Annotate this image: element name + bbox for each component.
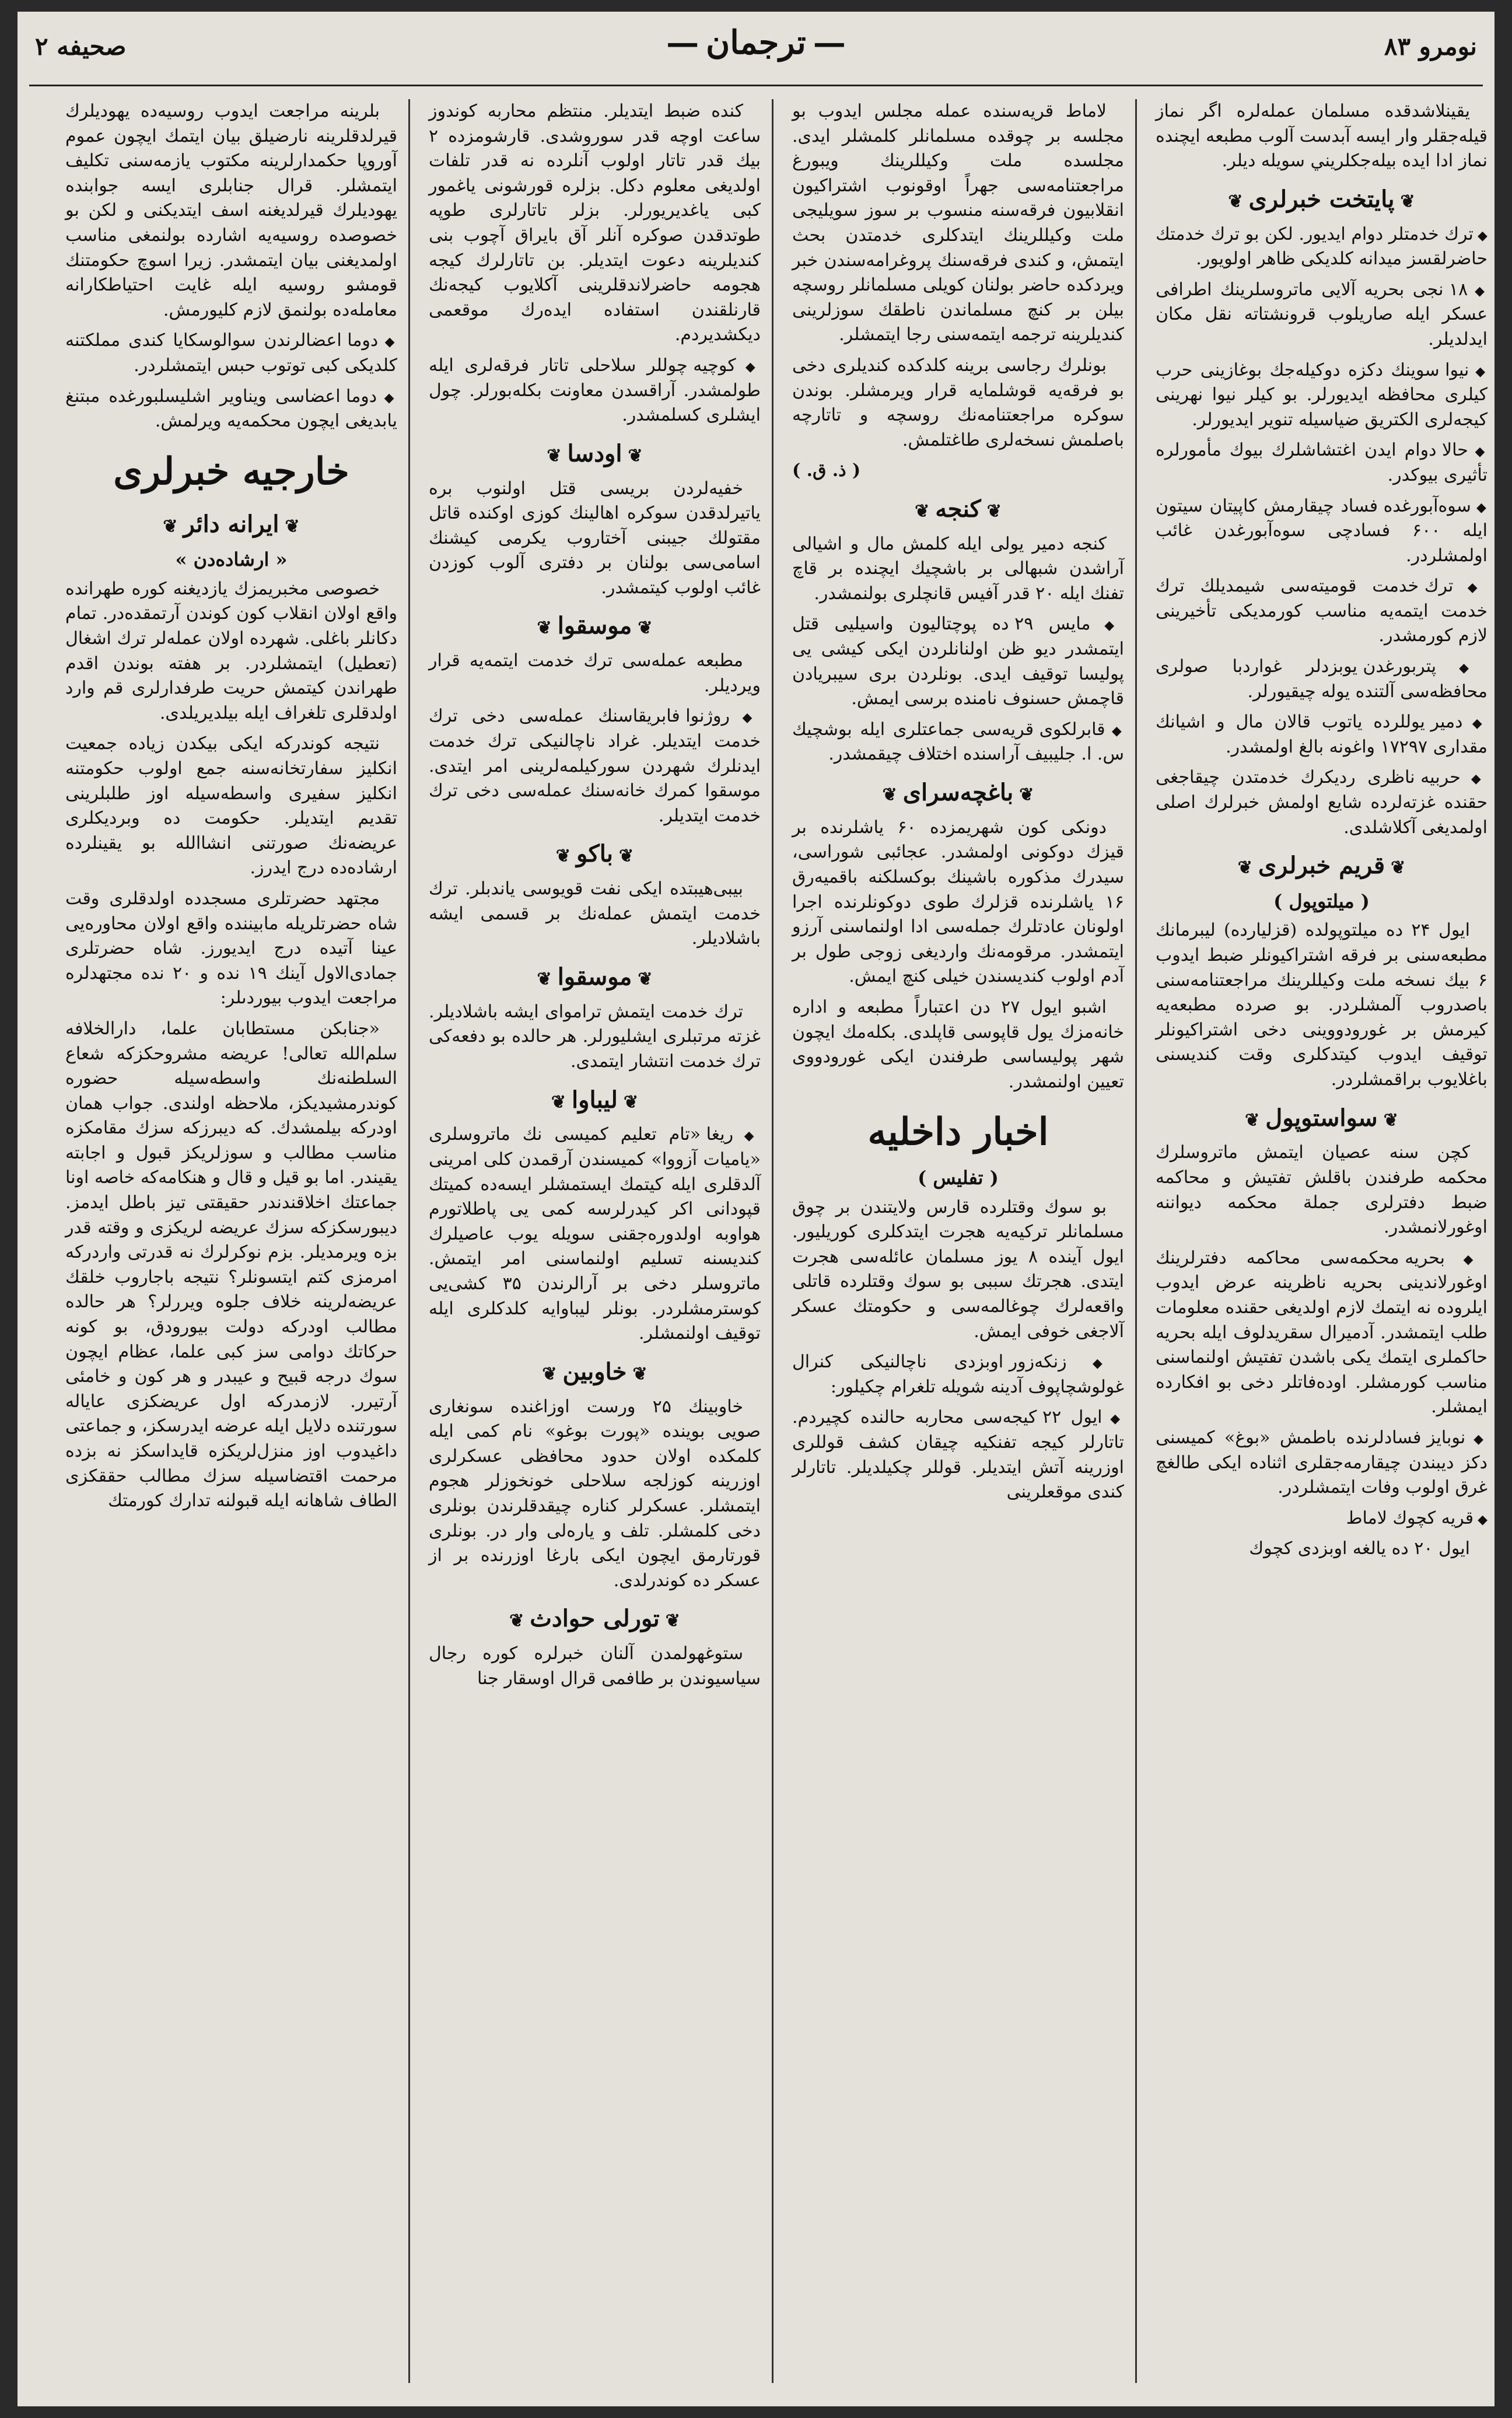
column-2 (785, 99, 1131, 2383)
ornament-icon: ❦ (632, 1363, 648, 1384)
ornament-icon: ❦ (1245, 1110, 1260, 1131)
article-paragraph: لاماط قريه‌سنده عمله مجلس ايدوب بو مجلسه بر چوقده مسلمانلر كلمشلر ايدى. مجلسده ملت وكيللرينك ويبورغ مراجعتنامه‌سى جهراً اوقونوب اشتراكيون انقلابيون فرقه‌سنه منسوب بر سوز سويليجى ملت وكيللرينك ايتدكلرى خدمتدن بحث ايتمش، و كندى فرقه‌سنك پروغرامه‌سندن خبر ويردكده حاضر بولنان كويلى مسلمانلر روسچه بيلن بر كنچ مسلماندن ناطقك سوزلرينى كنديلرينه ترجمه ايتمه‌سنى رجا ايتمشلر. (792, 101, 1124, 345)
article-paragraph: بو سوك وقتلرده قارس ولايتندن بر چوق مسلمانلر تركيه‌يه هجرت ايتدكلرى كوريليور. ايول آينده ۸ يوز مسلمان عائله‌سى هجرت ايتدى. هجرتك سببى بو سوك وقتلرده قاتلى واقعه‌لرك چوغالمه‌سى و حكومتك عسكر آلاجغى خوفى ايمش. (792, 1196, 1124, 1342)
article-paragraph: كنده ضبط ايتديلر. منتظم محاربه كوندوز ساعت اوچه قدر سوروشدى. قارشومزده ۲ بيك قدر تاتار اولوب آنلرده نه قدر تلفات اولديغى معلوم دكل. بزلره قورشونى ياغمور كبى ياغديريورلر. بزلر تاتارلرى طوپه طوتدقدن صوكره آنلر آق بايراق آچوب بنى كنديلرينه دعوت ايتديلر. بن تاتارلرك كيجه هجومه حاضرلاندقلرينى آكلايوب كيجه‌نك قارنلقندن استفاده ايده‌رك موقعمى ديكشديردم. (429, 101, 761, 345)
ornament-icon: ❦ (1228, 191, 1243, 212)
ornament-icon: ❦ (1391, 858, 1406, 879)
section-heading-khabarovsk: ❦خاوبين❦ (542, 1357, 648, 1385)
article-paragraph: ستوغهولمدن آلنان خبرلره كوره رجال سياسيوندن بر طافمى قرال اوسقار جنا (429, 1643, 761, 1689)
ornament-icon: ❦ (882, 785, 897, 806)
ornament-icon: ❦ (537, 969, 552, 990)
article-paragraph: مطبعه عمله‌سى ترك خدمت ايتمه‌يه قرار ويرديلر. (429, 650, 761, 696)
ornament-icon: ❦ (542, 1363, 557, 1384)
article-paragraph: خصوصى مخبريمزك يازديغنه كوره طهرانده واقع اولان انقلاب كون كوندن آرتمقده‌در. تمام دكانلر باغلى. شهرده اولان عمله‌لر ترك اشغال (تعطيل) ايتمشلردر. بر هفته بوندن اقدم طهراندن كيتمش حريت طرفدارلرى قم وارد اولدقلرى تلغراف ايله بيلديريلدى. (65, 578, 397, 723)
column-divider (772, 99, 774, 2383)
news-item: ◆ پتربورغدن يوبزدلر غواردبا صولرى محافظه‌سى آلتنده يوله چيقيورلر. (1156, 655, 1488, 704)
section-subheading: ( ميلتوپول ) (1273, 890, 1370, 913)
section-subheading: ( تفليس ) (918, 1167, 999, 1189)
news-item: ◆ سوه‌آبورغده فساد چيقارمش كاپيتان سيتون ايله ۶۰۰ فسادچى سوه‌آبورغدن غائب اولمشلردر. (1156, 494, 1488, 569)
section-heading-about-iran: ❦ايرانه دائر❦ (163, 510, 300, 538)
article-paragraph: ايول ۲۴ ده ميلتوپولده (قزليارده) ليبرمانك مطبعه‌سنى بر فرقه اشتراكيونلر ضبط ايدوب ۶ بيك نسخه ملت وكيللرينك مراجعتنامه‌سنى باصدروب آلمشلردر. بو صرده مطبعه‌يه كيرمش بر غورودووينى دخى اشتراكيونلر توقيف ايدوب كيتدكلرى وقت كنديسنى باغلايوب براقمشلردر. (1156, 920, 1488, 1090)
section-heading-moscow: ❦موسقوا❦ (537, 612, 653, 640)
ornament-icon: ❦ (555, 846, 570, 867)
news-item: ◆ نوبايز فسادلرنده باطمش «بوغ» كميسنى دكز ديبندن چيقارمه‌جقلرى اثناده ايكى طالغچ غرق اولوب وفات ايتمشلردر. (1156, 1426, 1488, 1500)
section-heading-lamat: ◆ قريه كچوك لاماط (1156, 1506, 1488, 1531)
article-paragraph: نتيجه كوندركه ايكى بيكدن زياده جمعيت انكليز سفارتخانه‌سنه جمع اولوب حكومتنه انكليز سفيرى واسطه‌سيله اوز طلبلرينى تقديم ايتديلر. حكومت ده وبرديكلرى عريضه‌نك صورتنى انشاالله بو يقينلرده ارشاده‌ده درج ايدرز. (65, 733, 397, 879)
article-paragraph: خاوبينك ۲۵ ورست اوزاغنده سونغارى صويى بوينده «پورت بوغو» نام كمى ايله كلمكده اولان حدود محافظى عسكرلرى اوزرينه كوزلجه سلاحلى خونخوزلر هجوم ايتمشلر. عسكرلر كناره چيقدقلرندن بونلرى دخى كلمشلر. تلف و يارەلى وار در. بونلرى قورتارمق ايچون ايكى بارغا اوزرنده بر از عسكر ده كوندرلدى. (429, 1396, 761, 1591)
column-1 (1149, 99, 1494, 2383)
masthead (18, 12, 1494, 93)
section-heading-capital-news: ❦پايتخت خبرلرى❦ (1228, 185, 1415, 213)
column-divider (408, 99, 410, 2383)
news-item: ◆ ترك خدمت قوميته‌سى شيمديلك ترك خدمت ايتمه‌يه مناسب كورمديكى تأخيرينى لازم كورمشدر. (1156, 574, 1488, 649)
news-item: ◆ زنكه‌زور اوبزدى ناچالنيكى كنرال غولوشچاپوف آدينه شويله تلغرام چكيلور: (792, 1350, 1124, 1399)
section-heading-baku: ❦باكو❦ (555, 840, 634, 868)
article-paragraph: ايول ۲۰ ده يالغه اوبزدى كچوك (1249, 1538, 1470, 1559)
section-heading-bakhchisaray: ❦باغچه‌سراى❦ (882, 779, 1034, 807)
news-item: ◆ بحريه محكمه‌سى محاكمه دفترلرينك اوغورلاندينى بحريه ناظرينه عرض ايدوب ايلروده نه ايتمك لازم اولديغى حقنده معلومات طلب ايتمشدر. آدميرال سقريدلوف ايله بحريه حاكملرى ايتمك يكى باشدن تفتيش اولنماسنى مناسب كورمشلر. اوده‌فاتلر دخى بو افكارده ايمشلر. (1156, 1246, 1488, 1420)
news-item: ◆ حربيه ناظرى رديكرك خدمتدن چيقاجغى حقنده غزته‌لرده شايع اولمش خبرلرك اصلى اولمديغى آكلاشلدى. (1156, 765, 1488, 840)
news-item: ◆ ۱۸ نجى بحريه آلايى ماتروسلرينك اطرافى عسكر ايله صاريلوب قرونشتاته نقل مكان ايدلديلر. (1156, 278, 1488, 352)
ornament-icon: ❦ (619, 846, 634, 867)
section-heading-crimea-news: ❦قريم خبرلرى❦ (1237, 852, 1406, 880)
section-heading-domestic-news: اخبار داخليه (867, 1110, 1049, 1154)
page-label: صحيفه ۲ (35, 32, 127, 61)
ornament-icon: ❦ (638, 969, 653, 990)
masthead-rule (29, 85, 1483, 86)
news-item: ◆ ايول ۲۲ كيجه‌سى محاربه حالنده كچيردم. تاتارلر كيجه تفنكيه چيقان كشف قوللرى اوزرينه آتش ايتديلر. قوللر چكيلديلر. تاتارلر كندى موقعلرينى (792, 1405, 1124, 1504)
column-intro: يقينلاشدقده مسلمان عمله‌لره اگر نماز قيله‌جقلر وار ايسه آبدست آلوب مطبعه ايچنده نماز ادا ايده بيله‌جكلريني سويله ديلر. (1156, 101, 1488, 172)
news-item: ◆ روژنوا فابريقاسنك عمله‌سى دخى ترك خدمت ايتديلر. غراد ناچالنيكى ترك خدمت ايدنلرك شهردن سوركيلمه‌لرينى امر ايتدى. موسقوا كمرك خانه‌سنك عمله‌سى دخى ترك خدمت ايتديلر. (429, 704, 761, 828)
news-item: ◆ نيوا سوينك دكزه دوكيله‌جك بوغازينى حرب كيلرى محافظه ايديورلر. بو كيلر نيوا نهرينى كيجه‌لرى الكتريق ضياسيله تنوير ايديورلر. (1156, 358, 1488, 433)
section-heading-sevastopol: ❦سواستوپول❦ (1245, 1104, 1398, 1132)
news-item: ◆ دمير يوللرده ياتوب قالان مال و اشيانك مقدارى ۱۷۲۹۷ واغونه بالغ اولمشدر. (1156, 710, 1488, 760)
ornament-icon: ❦ (547, 445, 562, 466)
section-heading-foreign-news: خارجيه خبرلرى (113, 449, 349, 494)
ornament-icon: ❦ (1019, 785, 1034, 806)
issue-number: نومرو ۸۳ (1384, 32, 1477, 61)
ornament-icon: ❦ (551, 1091, 566, 1112)
news-item: ◆ دوما اعضالرندن سوالوسكايا كندى مملكتنه كلديكى كبى توتوب حبس ايتمشلردر. (65, 328, 397, 378)
section-heading-libava: ❦ليباوا❦ (551, 1086, 639, 1114)
column-4 (58, 99, 404, 2383)
ornament-icon: ❦ (986, 501, 1002, 522)
article-paragraph: اشبو ايول ۲۷ دن اعتباراً مطبعه و اداره خانه‌مزك يول قاپوسى قاپلدى. بكله‌مك ايچون شهر پوليساسى طرفندن ايكى غورودووى تعيين اولنمشدر. (792, 997, 1124, 1092)
article-paragraph: «جنابكن مستطابان علما، دارالخلافه سلم‌الله تعالى! عريضه مشروحكزكه شعاع السلطنه‌نك واسطه‌سيله حضوره كوندرمشيديكز، ملاحظه اولندى. جواب همان اودركه بيلمشدك. كه ديبرزكه سزك مقامكزه مناسب مطالب و سوزلريكز قبول و اجابته يقيندر. اما بو قيل و قال و هنكامه‌كه خاصه اونا جماعتك اخلاقندندر حقيقتى تيز باطل ايدمز. ديبورسكزكه سزك عريضه لريكزى و وقته قدر بزه ويرمديلر. بزم نوكرلرك نه قدرتى واردركه امرمزى كتم ايتسونلر؟ نتيجه باجاروب خلقك عريضه‌لرينه خلاف جلوه ويررلر؟ هر حالده مطالب اودركه دولت بيورودق، بو كونه حركاتك دوامى سز كبى علما، عظام ايچون سوك درجه قبيح و عيبدر و هر كون و خامئى آرتيرر. لازمدركه اول عريضكزى عاياله سورتنده دلايل ايله عرضه ايدرسكز، و جماعتى داغيدوب اوز منزل‌لريكزه قايداسكز نه بزده مرحمت اقتضاسيله سزك مطالب حققكزى الطاف شاهانه ايله قبولنه تدارك كورمتك (65, 1018, 397, 1511)
ornament-icon: ❦ (628, 445, 643, 466)
news-item: ◆ حالا دوام ايدن اغتشاشلرك بيوك مأمورلره تأثيرى بيوكدر. (1156, 438, 1488, 488)
section-heading-odessa: ❦اودسا❦ (547, 439, 643, 467)
article-signature: ( ذ. ق. ) (792, 460, 861, 481)
ornament-icon: ❦ (665, 1611, 680, 1632)
ornament-icon: ❦ (638, 618, 653, 639)
article-paragraph: ترك خدمت ايتمش ترامواى ايشه باشلاديلر. غزته مرتبلرى ايشليورلر. هر حالده بو دفعه‌كى ترك خدمت انتشار ايتمدى. (429, 1001, 761, 1072)
article-paragraph: بيبى‌هيبتده ايكى نفت قويوسى ياندبلر. ترك خدمت ايتمش عمله‌نك بر قسمى ايشه باشلاديلر. (429, 879, 761, 949)
section-heading-various-events: ❦تورلى حوادث❦ (509, 1605, 680, 1633)
section-heading-ganja: ❦كنجه❦ (915, 495, 1002, 523)
article-paragraph: كچن سنه عصيان ايتمش ماتروسلرك محكمه طرفندن باقلش تفتيش و محاكمه ضبط دفترلرى جملة محكمه ديواننه اوغورلانمشدر. (1156, 1142, 1488, 1238)
ornament-icon: ❦ (1237, 858, 1252, 879)
news-item: ◆ دوما اعضاسى ويناوير اشليسلبورغده مبتنغ يابديغى ايچون محكمه‌يه ويرلمش. (65, 384, 397, 434)
news-item: ◆ مايس ۲۹ ده پوچتاليون واسيليى قتل ايتمشدر ديو ظن اولنانلردن ايكى كيشى يى پوليسا توقيف ايدى. بونلردن برى سيبريادن قاچمش حسنوف نامنده برسى ايمش. (792, 612, 1124, 711)
ornament-icon: ❦ (1400, 191, 1415, 212)
news-item: ◆ كوچيه چوللر سلاحلى تاتار فرقه‌لرى ايله طولمشدر. آراقسدن معاونت بكله‌بورلر. چول ايشلرى كسلمشدر. (429, 354, 761, 428)
article-paragraph: خفيه‌لردن بريسى قتل اولنوب بره ياتيرلدقدن سوكره اهالينك كوزى اوكنده قاتل مقتولك جيبنى آختاروب يكرمى كيشنك اسامى‌سى بولنان بر دفترى آلوب كوزدن غائب اولوب كيتمشدر. (429, 478, 761, 598)
news-item: ◆ ريغا «تام تعليم كميسى نك ماتروسلرى «ياميات آزووا» كميسندن آرقمدن كلى امرينى آلدقلرى ايله كيتمك ايستمشلر ايسه‌ده كميتك قپودانى اكر كيدرلرسه كمى يى پاطلاتورم هواوبه اولدوره‌جقنى سويله يوب عاصيلرك كنديسنه تسليم اولنماسنى امر ايتمش. ماتروسلر دخى بر آرالرندن ۳۵ كشى‌يى كوسترمشلردر. بونلر ليباوايه كلدكلرى ايله توقيف اولنمشلر. (429, 1122, 761, 1346)
column-divider (1135, 99, 1137, 2383)
news-item: ◆ قابرلكوى قريه‌سى جماعتلرى ايله بوشچيك س. ا. جليبيف آراسنده اختلاف چيقمشدر. (792, 718, 1124, 767)
ornament-icon: ❦ (915, 501, 930, 522)
section-subheading: « ارشاده‌دن » (175, 548, 288, 571)
article-paragraph: دونكى كون شهريمزده ۶۰ ياشلرنده بر قيزك دوكونى اولمشدر. عجائبى شوراسى، سيدرك مذكوره باشينك بوكسلكنه باقميه‌رق ۱۶ ياشلرنده قزلرك طوى دوكونلرنده اجرا اولونان عادتلرك جمله‌سى ادا اولنماسنى آرزو ايتمشدر. مرقومه‌نك وارديغى زوجى طول بر آدم اولوب كنديسندن خيلى كنچ ايمش. (792, 817, 1124, 987)
newspaper-title: — ترجمان — (659, 23, 853, 62)
column-3 (422, 99, 768, 2383)
ornament-icon: ❦ (285, 516, 300, 537)
ornament-icon: ❦ (1383, 1110, 1398, 1131)
ornament-icon: ❦ (163, 516, 178, 537)
article-paragraph: بلرينه مراجعت ايدوب روسيه‌ده يهوديلرك قيرلدقلرينه نارضيلق بيان ايتمك ايچون عموم آوروپا حكمدارلرينه مكتوب يازمه‌سنى تكليف ايتمشلر. قرال جنابلرى ايسه جوابنده يهوديلرك قيرلديغنه اسف ايتديكنى و لكن بو خصوصده روسيه‌يه اشارده بولنمغى مناسب اولمديغنى بيان ايتمشدر. زيرا اسوچ حكومتنك قومشو روسيه ايله غايت احتياطكارانه معامله‌ده بولنمق لازم كليورمش. (65, 101, 397, 320)
newspaper-page (18, 12, 1494, 2406)
section-heading-moscow: ❦موسقوا❦ (537, 963, 653, 991)
article-paragraph: مجتهد حضرتلرى مسجدده اولدقلرى وقت شاه حضرتلريله مابيننده واقع اولان محاوره‌يى عينا آتيده درج ايديورز. شاه حضرتلرى جمادى‌الاول آينك ۱۹ نده و ۲۰ نده مجتهدلره مراجعت ايدوب بيوردىلر: (65, 888, 397, 1009)
news-item: ◆ ترك خدمتلر دوام ايديور. لكن بو ترك خدمتك حاضرلقسز ميدانه كلديكى ظاهر اولويور. (1156, 222, 1488, 272)
ornament-icon: ❦ (623, 1091, 639, 1112)
ornament-icon: ❦ (509, 1611, 524, 1632)
article-paragraph: كنجه دمير يولى ايله كلمش مال و اشيالى آراشدن شبهالى بر باشچيك ايچنده بر قاچ تفنك ايله ۲۰ قدر آفيس قانچلرى بولنمشدر. (792, 533, 1124, 604)
article-paragraph: بونلرك رجاسى برينه كلدكده كنديلرى دخى بو فرقه‌يه قوشلمايه قرار ويرمشلر. بوندن سوكره مراجعتنامه‌نك روسچه و تاتارچه باصلمش نسخه‌لرى طاغتلمش. (792, 355, 1124, 450)
ornament-icon: ❦ (537, 618, 552, 639)
